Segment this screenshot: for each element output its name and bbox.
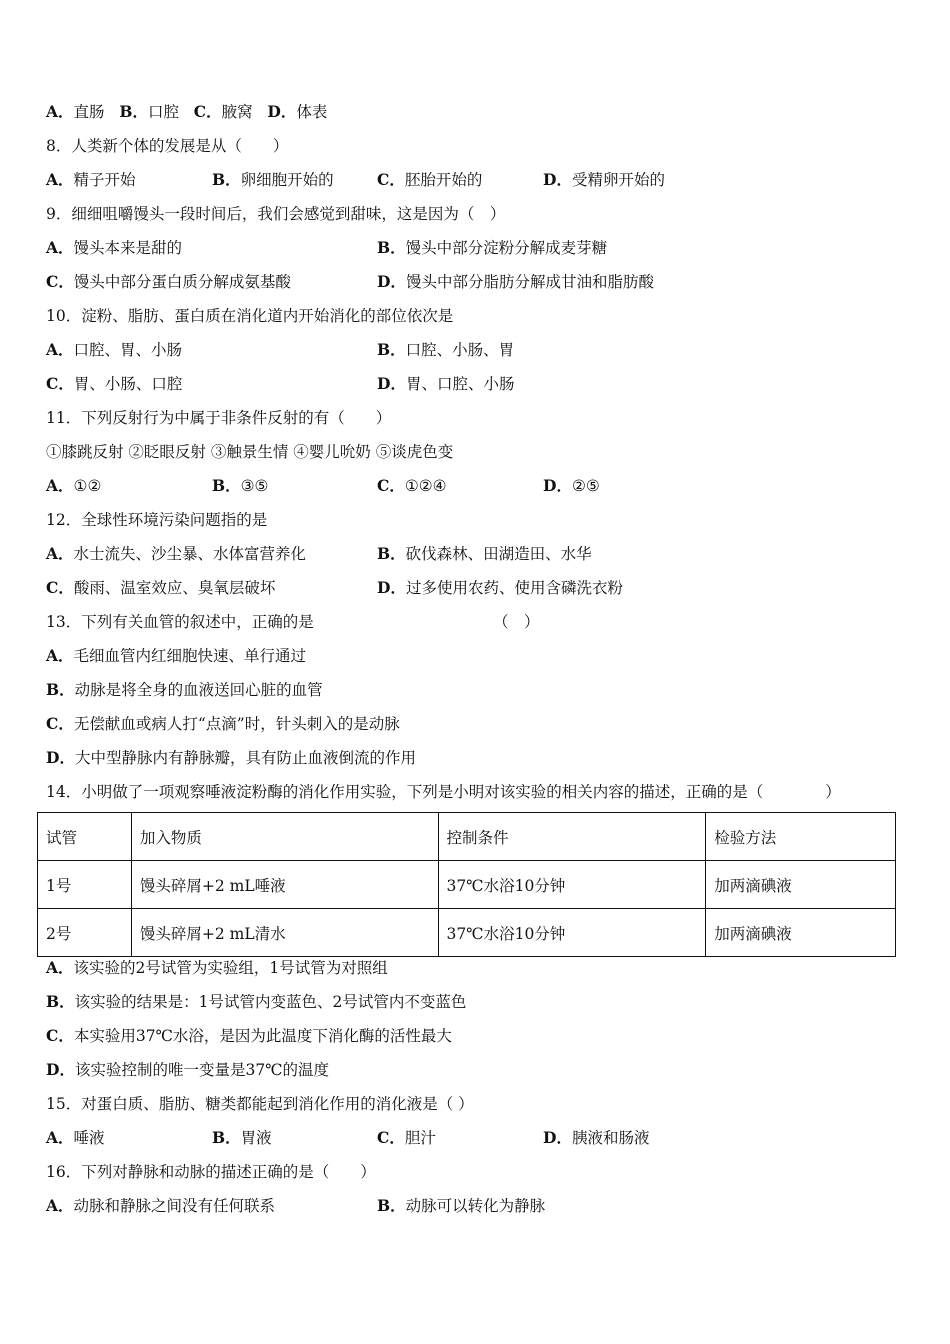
q10-option-c: C．胃、小肠、口腔	[46, 374, 183, 393]
option-text: 腋窝	[221, 103, 253, 121]
q11-option-d: D．②⑤	[543, 476, 600, 495]
q8-option-a: A．精子开始	[46, 170, 136, 189]
q11-stem: 11．下列反射行为中属于非条件反射的有（ ）	[46, 409, 392, 427]
q12-option-b: B．砍伐森林、田湖造田、水华	[377, 544, 592, 563]
q11-option-c: C．①②④	[377, 476, 447, 495]
q15-option-c: C．胆汁	[377, 1128, 436, 1147]
q8-option-d: D．受精卵开始的	[543, 170, 665, 189]
table-cell: 加两滴碘液	[706, 909, 896, 957]
q8-stem: 8．人类新个体的发展是从（ ）	[46, 137, 289, 155]
q14-option-b: B．该实验的结果是：1号试管内变蓝色、2号试管内不变蓝色	[46, 992, 467, 1011]
q16-option-a: A．动脉和静脉之间没有任何联系	[46, 1196, 276, 1215]
q15-option-a: A．唾液	[46, 1128, 105, 1147]
q13-option-b: B．动脉是将全身的血液送回心脏的血管	[46, 680, 323, 699]
q14-option-c: C．本实验用37℃水浴，是因为此温度下消化酶的活性最大	[46, 1026, 452, 1045]
option-text: 体表	[296, 103, 328, 121]
q9-option-c: C．馒头中部分蛋白质分解成氨基酸	[46, 272, 291, 291]
table-header: 控制条件	[438, 813, 706, 861]
q9-stem: 9．细细咀嚼馒头一段时间后，我们会感觉到甜味，这是因为（ ）	[46, 205, 506, 223]
option-label: C	[193, 102, 207, 121]
table-cell: 馒头碎屑+2 mL唾液	[131, 861, 438, 909]
q14-option-d: D．该实验控制的唯一变量是37℃的温度	[46, 1060, 330, 1079]
table-header: 加入物质	[131, 813, 438, 861]
q14-stem: 14．小明做了一项观察唾液淀粉酶的消化作用实验，下列是小明对该实验的相关内容的描述，正确的是（ ）	[46, 783, 841, 801]
q13-option-a: A．毛细血管内红细胞快速、单行通过	[46, 646, 307, 665]
q12-stem: 12．全球性环境污染问题指的是	[46, 511, 268, 529]
q13-option-d: D．大中型静脉内有静脉瓣，具有防止血液倒流的作用	[46, 748, 416, 767]
q15-stem: 15．对蛋白质、脂肪、糖类都能起到消化作用的消化液是（ ）	[46, 1095, 474, 1113]
table-cell: 加两滴碘液	[706, 861, 896, 909]
q16-stem: 16．下列对静脉和动脉的描述正确的是（ ）	[46, 1163, 376, 1181]
q9-option-b: B．馒头中部分淀粉分解成麦芽糖	[377, 238, 608, 257]
option-label: B	[119, 102, 133, 121]
option-label: A	[46, 102, 59, 121]
table-row	[38, 861, 896, 909]
option-text: 口腔	[147, 103, 179, 121]
table-header: 试管	[38, 813, 132, 861]
q9-option-d: D．馒头中部分脂肪分解成甘油和脂肪酸	[377, 272, 654, 291]
q9-option-a: A．馒头本来是甜的	[46, 238, 183, 257]
q16-option-b: B．动脉可以转化为静脉	[377, 1196, 546, 1215]
q11-items: ①膝跳反射 ②眨眼反射 ③触景生情 ④婴儿吮奶 ⑤谈虎色变	[46, 443, 454, 461]
q15-option-d: D．胰液和肠液	[543, 1128, 650, 1147]
table-row	[38, 909, 896, 957]
table-cell: 1号	[38, 861, 132, 909]
q14-option-a: A．该实验的2号试管为实验组，1号试管为对照组	[46, 958, 388, 977]
table-cell: 馒头碎屑+2 mL清水	[131, 909, 438, 957]
option-text: 直肠	[73, 103, 105, 121]
table-cell: 2号	[38, 909, 132, 957]
q10-stem: 10．淀粉、脂肪、蛋白质在消化道内开始消化的部位依次是	[46, 307, 454, 325]
table-header: 检验方法	[706, 813, 896, 861]
q12-option-a: A．水士流失、沙尘暴、水体富营养化	[46, 544, 307, 563]
q13-option-c: C．无偿献血或病人打“点滴”时，针头刺入的是动脉	[46, 714, 400, 733]
q13-stem: 13．下列有关血管的叙述中，正确的是	[46, 613, 314, 631]
q13-answer-paren: （ ）	[493, 613, 540, 631]
table-header-row	[38, 813, 896, 861]
table-cell: 37℃水浴10分钟	[438, 909, 706, 957]
option-label: D	[267, 102, 281, 121]
q8-option-b: B．卵细胞开始的	[212, 170, 334, 189]
q7-options: A．直肠 B．口腔 C．腋窝 D．体表	[46, 102, 328, 121]
q8-option-c: C．胚胎开始的	[377, 170, 483, 189]
q12-option-c: C．酸雨、温室效应、臭氧层破坏	[46, 578, 276, 597]
q15-option-b: B．胃液	[212, 1128, 272, 1147]
q10-option-b: B．口腔、小肠、胃	[377, 340, 515, 359]
q10-option-d: D．胃、口腔、小肠	[377, 374, 515, 393]
experiment-table	[37, 812, 896, 957]
q10-option-a: A．口腔、胃、小肠	[46, 340, 183, 359]
table-cell: 37℃水浴10分钟	[438, 861, 706, 909]
q12-option-d: D．过多使用农药、使用含磷洗衣粉	[377, 578, 623, 597]
q11-option-a: A．①②	[46, 476, 102, 495]
q11-option-b: B．③⑤	[212, 476, 269, 495]
